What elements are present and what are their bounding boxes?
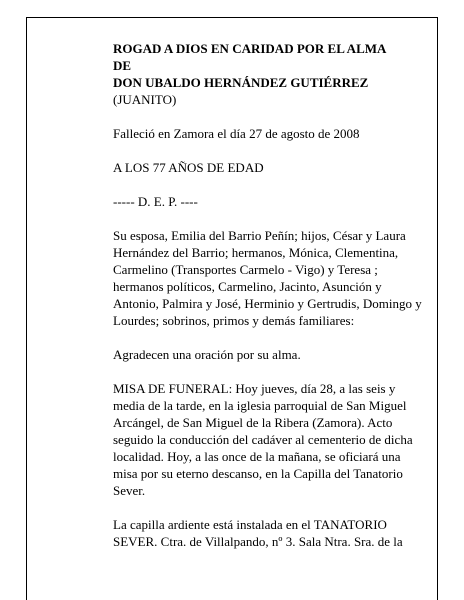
funeral-mass-paragraph: MISA DE FUNERAL: Hoy jueves, día 28, a las seis y media de la tarde, en la iglesia parroquial de San Miguel Arcángel, de San Miguel de la Ribera (Zamora). Acto seguido la conducción del cadáver al cementerio de dicha localidad. Hoy, a las once de la mañana, se oficiará una misa por su eterno descanso, en la Capilla del Tanatorio Sever. xyxy=(113,381,413,498)
family-paragraph: Su esposa, Emilia del Barrio Peñín; hijos, César y Laura Hernández del Barrio; hermanos, Mónica, Clementina, Carmelino (Transportes Carmelo - Vigo) y Teresa ; hermanos políticos, Carmelino, Jacinto, Asunción y Antonio, Palmira y José, Herminio y Gertrudis, Domingo y Lourdes; sobrinos, primos y demás familiares: xyxy=(113,228,422,328)
deceased-name: DON UBALDO HERNÁNDEZ GUTIÉRREZ xyxy=(113,75,369,90)
rip-line: ----- D. E. P. ---- xyxy=(113,194,198,209)
obituary-notice xyxy=(113,40,423,550)
deceased-nickname: (JUANITO) xyxy=(113,92,177,107)
notice-heading xyxy=(113,40,423,108)
death-date-line: Falleció en Zamora el día 27 de agosto de 2008 xyxy=(113,126,360,141)
thanks-line: Agradecen una oración por su alma. xyxy=(113,347,301,362)
heading-line-1: ROGAD A DIOS EN CARIDAD POR EL ALMA xyxy=(113,41,387,56)
chapel-paragraph: La capilla ardiente está instalada en el TANATORIO SEVER. Ctra. de Villalpando, nº 3. Sala Ntra. Sra. de la xyxy=(113,517,403,549)
heading-line-2: DE xyxy=(113,58,132,73)
age-line: A LOS 77 AÑOS DE EDAD xyxy=(113,160,264,175)
